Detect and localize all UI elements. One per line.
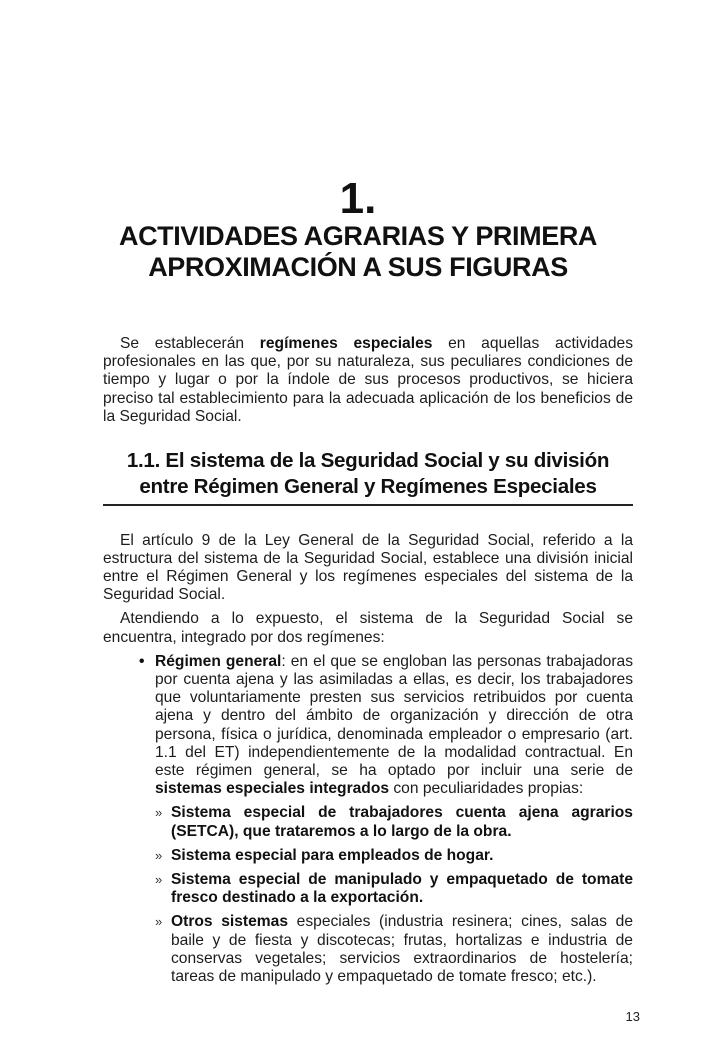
intro-bold-term: regímenes especiales [259,335,433,352]
sub-item-setca [171,804,633,840]
bullet-text-end: con peculiaridades propias: [389,780,584,798]
intro-text-end: en aquellas actividades profesionales en las que, por su naturaleza, sus peculiares condiciones de tiempo y lugar o por la índole de sus procesos productivos, se hiciera preciso tal establecimiento para la adecuada aplicación de los beneficios de la Seguridad Social. [103,335,633,425]
chevron-right-icon: » [155,914,163,930]
sub-item-empleados-hogar [171,847,633,865]
sub-item-bold: Sistema especial para empleados de hogar. [171,846,494,864]
body-column [103,335,633,986]
sub-item-row [155,847,633,865]
section-divider [103,504,633,506]
section-paragraph-1: El artículo 9 de la Ley General de la Seguridad Social, referido a la estructura del sistema de la Seguridad Social, establece una división inicial entre el Régimen General y los regímenes especiales del sistema de la Seguridad Social. [103,531,633,604]
chevron-right-icon: » [155,847,163,863]
bullet-text: : en el que se engloban las personas trabajadoras por cuenta ajena y las asimiladas a ellas, es decir, los trabajadores que voluntariamente presten sus servicios retribuidos por cuenta ajena y dentro del ámbito de organización y dirección de otra persona, física o jurídica, denominada empleador o empresario (art. 1.1 del ET) independientemente de la modalidad contractual. En este régimen general, se ha optado por incluir una serie de [155,652,633,779]
section-paragraph-2: Atendiendo a lo expuesto, el sistema de la Seguridad Social se encuentra, integrado por dos regímenes: [103,610,633,646]
chapter-number: 1. [339,174,377,223]
bullet-bold-lead: Régimen general [155,652,282,670]
sub-item-row [155,804,633,840]
page-number: 13 [625,1009,640,1024]
sub-item-row [155,913,633,986]
sub-item-list [103,804,633,986]
chevron-right-icon: » [155,871,163,887]
sub-item-bold: Sistema especial de trabajadores cuenta ajena agrarios (SETCA), que trataremos a lo largo de la obra. [171,804,633,840]
bullet-bold-mid: sistemas especiales integrados [155,780,390,798]
chapter-title: ACTIVIDADES AGRARIAS Y PRIMERA APROXIMACIÓN A SUS FIGURAS [118,221,598,282]
section-title: 1.1. El sistema de la Seguridad Social y su división entre Régimen General y Regímenes Especiales [126,449,610,499]
intro-paragraph [103,335,633,426]
sub-item-bold: Otros sistemas [171,913,289,931]
intro-text-start: Se establecerán [120,335,260,352]
sub-item-text: especiales (industria resinera; cines, salas de baile y de fiesta y discotecas; frutas, hortalizas e industria de conservas vegetales; servicios extraordinarios de hostelería; tareas de manipulado y empaquetado de tomate fresco; etc.). [171,913,633,985]
bullet-icon: • [139,652,145,670]
sub-item-otros-sistemas [171,913,633,986]
bullet-item-regimen-general [155,653,633,799]
sub-item-row [155,871,633,907]
chevron-right-icon: » [155,805,163,821]
bullet-item-row [103,653,633,799]
sub-item-tomate-fresco [171,871,633,907]
sub-item-bold: Sistema especial de manipulado y empaquetado de tomate fresco destinado a la exportación. [171,870,633,907]
